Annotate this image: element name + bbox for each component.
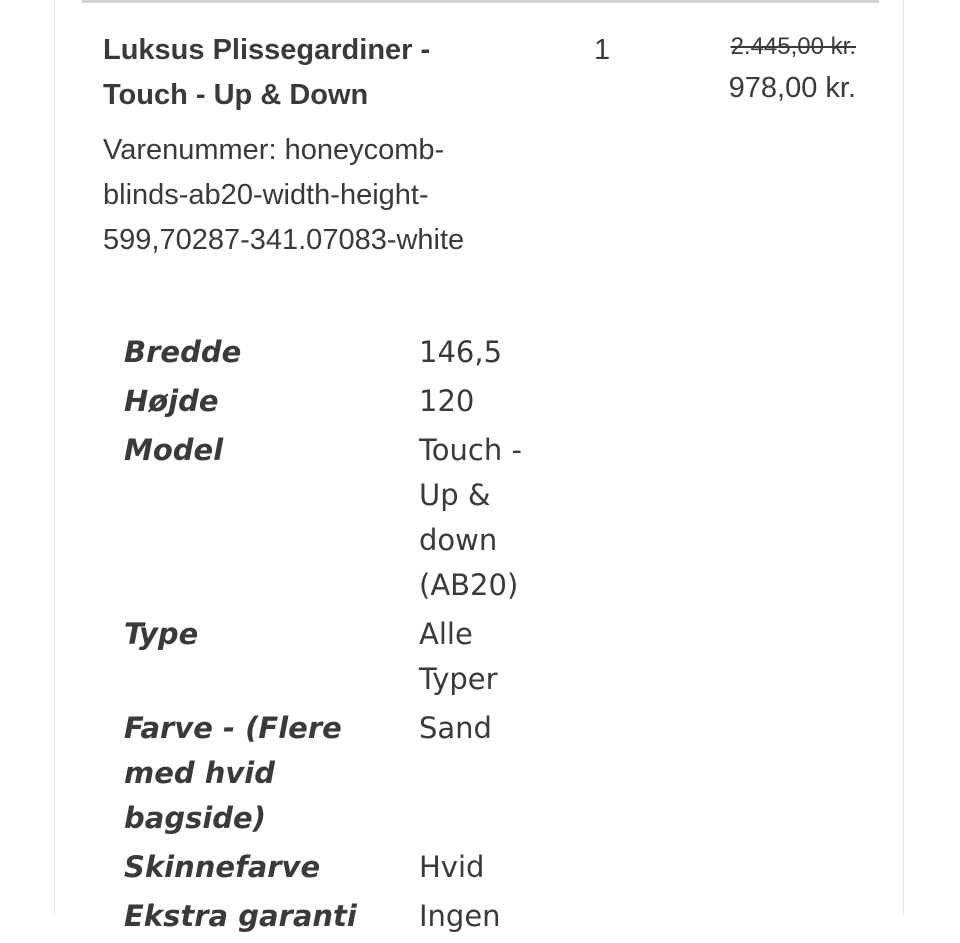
attribute-value: 146,5 xyxy=(419,335,503,369)
attribute-value: Sand xyxy=(419,711,492,745)
attribute-row xyxy=(124,379,529,428)
attributes-table xyxy=(124,330,529,943)
attribute-key: Skinnefarve xyxy=(124,850,321,884)
attribute-row xyxy=(124,428,529,612)
attribute-row xyxy=(124,612,529,706)
attribute-value: Alle Typer xyxy=(419,617,498,696)
attribute-key: Bredde xyxy=(124,335,242,369)
attribute-value: Ingen xyxy=(419,899,501,933)
attribute-value: Hvid xyxy=(419,850,485,884)
attribute-key: Type xyxy=(124,617,199,651)
attribute-key: Model xyxy=(124,433,224,467)
divider xyxy=(82,0,879,3)
attribute-key: Farve - (Flere med hvid bagside) xyxy=(124,711,342,835)
sku-number: Varenummer: honeycomb-blinds-ab20-width-height-599,70287-341.07083-white xyxy=(103,134,465,256)
attribute-row xyxy=(124,706,529,845)
item-quantity: 1 xyxy=(594,34,611,66)
attribute-value: Touch - Up & down (AB20) xyxy=(419,433,522,602)
attribute-row xyxy=(124,894,529,943)
attribute-value: 120 xyxy=(419,384,475,418)
attribute-key: Ekstra garanti xyxy=(124,899,357,933)
attribute-row xyxy=(124,330,529,379)
attribute-key: Højde xyxy=(124,384,219,418)
product-name: Luksus Plissegardiner - Touch - Up & Down xyxy=(103,34,431,111)
original-price: 2.445,00 kr. xyxy=(730,33,856,60)
current-price: 978,00 kr. xyxy=(728,72,856,104)
attribute-row xyxy=(124,845,529,894)
